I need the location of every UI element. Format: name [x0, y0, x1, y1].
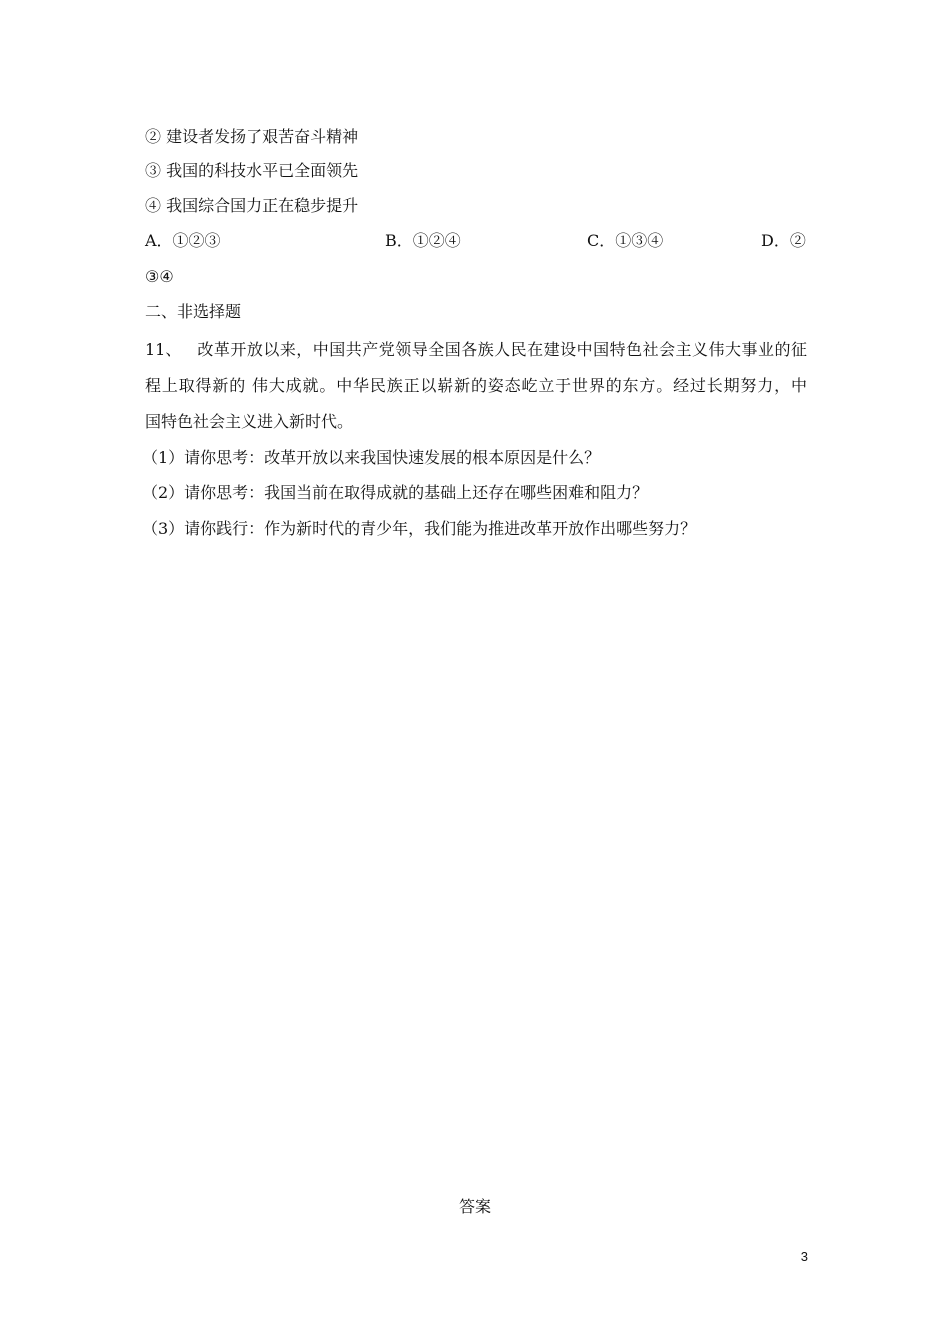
subquestion-3: （3）请你践行：作为新时代的青少年，我们能为推进改革开放作出哪些努力？ — [142, 519, 697, 538]
question-line-2 — [145, 376, 807, 396]
option-b: B．①②④ — [385, 231, 461, 250]
choice-item-3: ③ 我国的科技水平已全面领先 — [145, 161, 359, 180]
page-number: 3 — [800, 1249, 808, 1264]
subquestion-2: （2）请你思考：我国当前在取得成就的基础上还存在哪些困难和阻力？ — [142, 483, 649, 502]
question-text-2: 程上取得新的 伟大成就。中华民族正以崭新的姿态屹立于世界的东方。经过长期努力，中 — [145, 376, 807, 395]
answer-heading: 答案 — [458, 1197, 491, 1216]
option-a: A．①②③ — [145, 231, 221, 250]
option-d-continued: ③④ — [145, 267, 174, 286]
question-line-3: 国特色社会主义进入新时代。 — [145, 412, 354, 431]
option-d: D．② — [761, 231, 806, 250]
question-number: 11、 — [145, 340, 182, 359]
subquestion-1: （1）请你思考：改革开放以来我国快速发展的根本原因是什么？ — [142, 448, 601, 467]
question-text-1: 改革开放以来，中国共产党领导全国各族人民在建设中国特色社会主义伟大事业的征 — [197, 340, 807, 359]
question-line-1 — [145, 340, 807, 360]
section-title: 二、非选择题 — [145, 302, 242, 321]
choice-item-4: ④ 我国综合国力正在稳步提升 — [145, 196, 359, 215]
option-c: C．①③④ — [587, 231, 664, 250]
choice-item-2: ② 建设者发扬了艰苦奋斗精神 — [145, 127, 359, 146]
